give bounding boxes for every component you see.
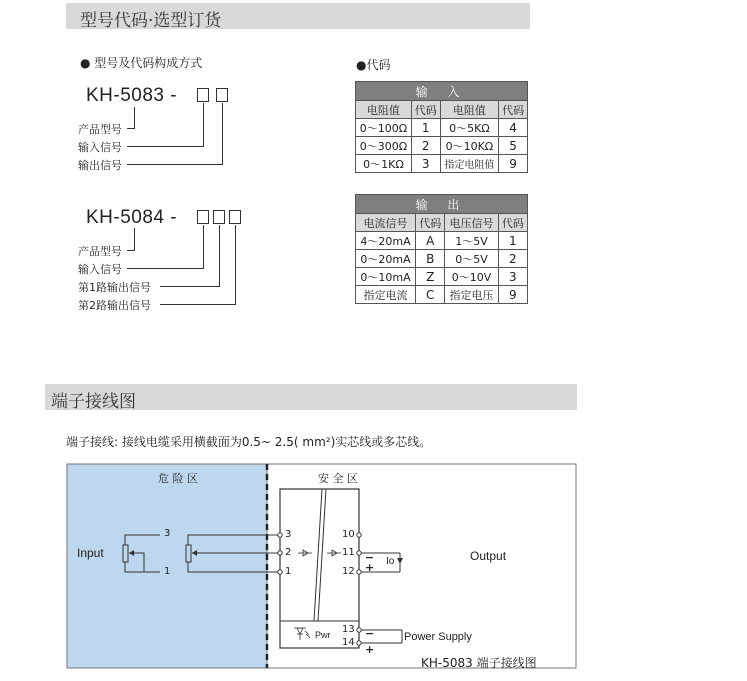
terminal-number: 2	[285, 547, 292, 558]
table-title: 输 出	[356, 195, 528, 214]
table-cell: 2	[411, 137, 440, 155]
terminal-number: 13	[342, 624, 355, 635]
table-header: 代码	[416, 214, 445, 232]
isolation-barrier	[314, 489, 322, 621]
polarity-plus: +	[365, 561, 375, 574]
label-input-signal: 输入信号	[78, 141, 122, 154]
wiring-note: 端子接线: 接线电缆采用横截面为0.5~ 2.5( mm²)实芯线或多芯线。	[66, 435, 432, 449]
table-cell: 指定电压	[445, 286, 498, 304]
table-header: 代码	[499, 101, 528, 119]
terminal-number: 12	[342, 566, 355, 577]
io-label: Io	[386, 556, 395, 567]
safe-zone-label: 安 全 区	[318, 472, 358, 485]
table-cell: Z	[416, 268, 445, 286]
label-output1-signal: 第1路输出信号	[78, 281, 151, 294]
terminal-number: 3	[285, 529, 292, 540]
polarity-minus: −	[365, 627, 375, 640]
output-label: Output	[470, 549, 507, 563]
table-cell: A	[416, 232, 445, 250]
table-cell: 0～20mA	[356, 250, 416, 268]
table-cell: C	[416, 286, 445, 304]
table-title: 输 入	[356, 82, 528, 101]
pwr-label: Pwr	[315, 630, 331, 640]
table-header: 代码	[498, 214, 527, 232]
table-cell: 3	[411, 155, 440, 173]
table-cell: 0～300Ω	[356, 137, 412, 155]
isolation-barrier	[318, 489, 326, 621]
table-cell: 0～5KΩ	[440, 119, 499, 137]
label-input-signal: 输入信号	[78, 263, 122, 276]
table-cell: 9	[499, 155, 528, 173]
table-cell: 0～10mA	[356, 268, 416, 286]
table-cell: 1	[411, 119, 440, 137]
table-cell: 0～1KΩ	[356, 155, 412, 173]
terminal-number: 10	[342, 529, 355, 540]
label-product-model: 产品型号	[78, 123, 122, 136]
input-label: Input	[77, 546, 104, 560]
table-header: 电压信号	[445, 214, 498, 232]
label-output2-signal: 第2路输出信号	[78, 299, 151, 312]
terminal-number: 11	[342, 547, 355, 558]
diagram-caption: KH-5083 端子接线图	[421, 656, 537, 670]
model-composition-heading: ● 型号及代码构成方式	[80, 56, 203, 70]
table-cell: 指定电流	[356, 286, 416, 304]
polarity-minus: −	[365, 551, 375, 564]
terminal-number: 1	[164, 566, 171, 577]
table-cell: 9	[498, 286, 527, 304]
table-header: 代码	[411, 101, 440, 119]
terminal-number: 14	[342, 637, 355, 648]
table-header: 电阻值	[440, 101, 499, 119]
table-cell: 1	[498, 232, 527, 250]
power-led-icon	[294, 628, 310, 640]
table-cell: B	[416, 250, 445, 268]
polarity-plus: +	[365, 643, 375, 656]
danger-zone-label: 危 险 区	[158, 472, 198, 485]
table-cell: 0～10V	[445, 268, 498, 286]
table-cell: 4～20mA	[356, 232, 416, 250]
table-cell: 2	[498, 250, 527, 268]
label-output-signal: 输出信号	[78, 159, 122, 172]
model-code-5083: KH-5083 -	[86, 85, 178, 106]
table-cell: 0～10KΩ	[440, 137, 499, 155]
table-cell: 指定电阻值	[440, 155, 499, 173]
table-cell: 0～5V	[445, 250, 498, 268]
terminal-number: 3	[164, 528, 171, 539]
model-code-5084: KH-5084 -	[86, 207, 178, 228]
power-supply-label: Power Supply	[404, 631, 472, 643]
code-heading: ●代码	[356, 58, 391, 72]
table-header: 电流信号	[356, 214, 416, 232]
label-product-model: 产品型号	[78, 245, 122, 258]
section-title: 型号代码·选型订货	[80, 11, 222, 31]
table-cell: 1～5V	[445, 232, 498, 250]
table-cell: 5	[499, 137, 528, 155]
table-cell: 4	[499, 119, 528, 137]
table-cell: 3	[498, 268, 527, 286]
table-header: 电阻值	[356, 101, 412, 119]
signal-arrow-icon	[298, 550, 341, 556]
section-title: 端子接线图	[51, 392, 136, 412]
terminal-number: 1	[285, 566, 292, 577]
table-cell: 0～100Ω	[356, 119, 412, 137]
